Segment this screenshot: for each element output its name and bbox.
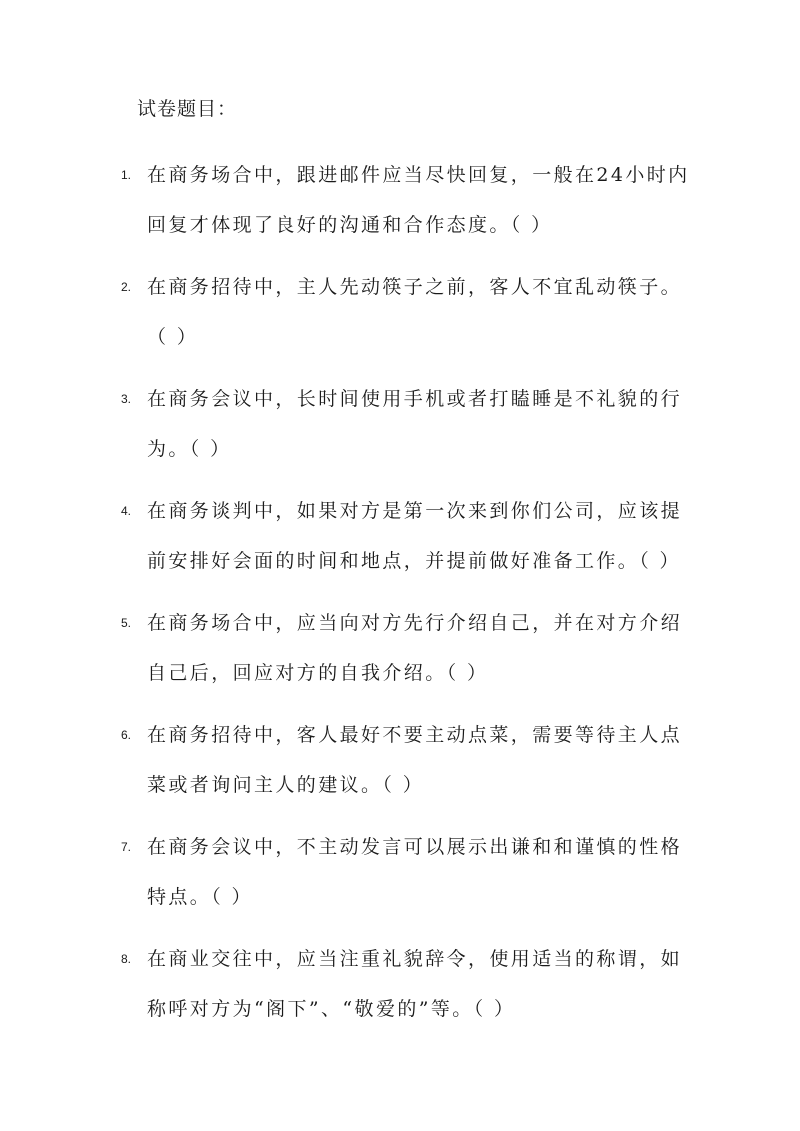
question-number: 7. (121, 840, 132, 854)
question-text: 在商务会议中，长时间使用手机或者打瞌睡是不礼貌的行为。（ ） (147, 388, 683, 460)
question-text: 在商务场合中，应当向对方先行介绍自己，并在对方介绍自己后，回应对方的自我介绍。（ ） (147, 612, 683, 684)
question-number: 3. (121, 392, 132, 406)
question-item (0, 822, 800, 934)
question-text: 在商务场合中，跟进邮件应当尽快回复，一般在24小时内回复才体现了良好的沟通和合作态度。（ ） (147, 164, 690, 236)
question-number: 6. (121, 728, 132, 742)
question-item (0, 374, 800, 486)
question-number: 1. (121, 168, 132, 182)
document-heading: 试卷题目： (137, 98, 238, 120)
question-text: 在商业交往中，应当注重礼貌辞令，使用适当的称谓，如称呼对方为“阁下”、“敬爱的”等。（ ） (147, 948, 683, 1020)
question-item (0, 934, 800, 1046)
question-number: 2. (121, 280, 132, 294)
question-text: 在商务谈判中，如果对方是第一次来到你们公司，应该提前安排好会面的时间和地点，并提前做好准备工作。（ ） (147, 500, 683, 572)
question-text: 在商务招待中，主人先动筷子之前，客人不宜乱动筷子。（ ） (147, 276, 683, 348)
question-text: 在商务招待中，客人最好不要主动点菜，需要等待主人点菜或者询问主人的建议。（ ） (147, 724, 683, 796)
question-item (0, 598, 800, 710)
question-item (0, 262, 800, 374)
question-item (0, 150, 800, 262)
question-number: 5. (121, 616, 132, 630)
question-item (0, 710, 800, 822)
question-item (0, 486, 800, 598)
question-list (0, 150, 800, 1046)
question-text: 在商务会议中，不主动发言可以展示出谦和和谨慎的性格特点。（ ） (147, 836, 683, 908)
question-number: 8. (121, 952, 132, 966)
question-number: 4. (121, 504, 132, 518)
